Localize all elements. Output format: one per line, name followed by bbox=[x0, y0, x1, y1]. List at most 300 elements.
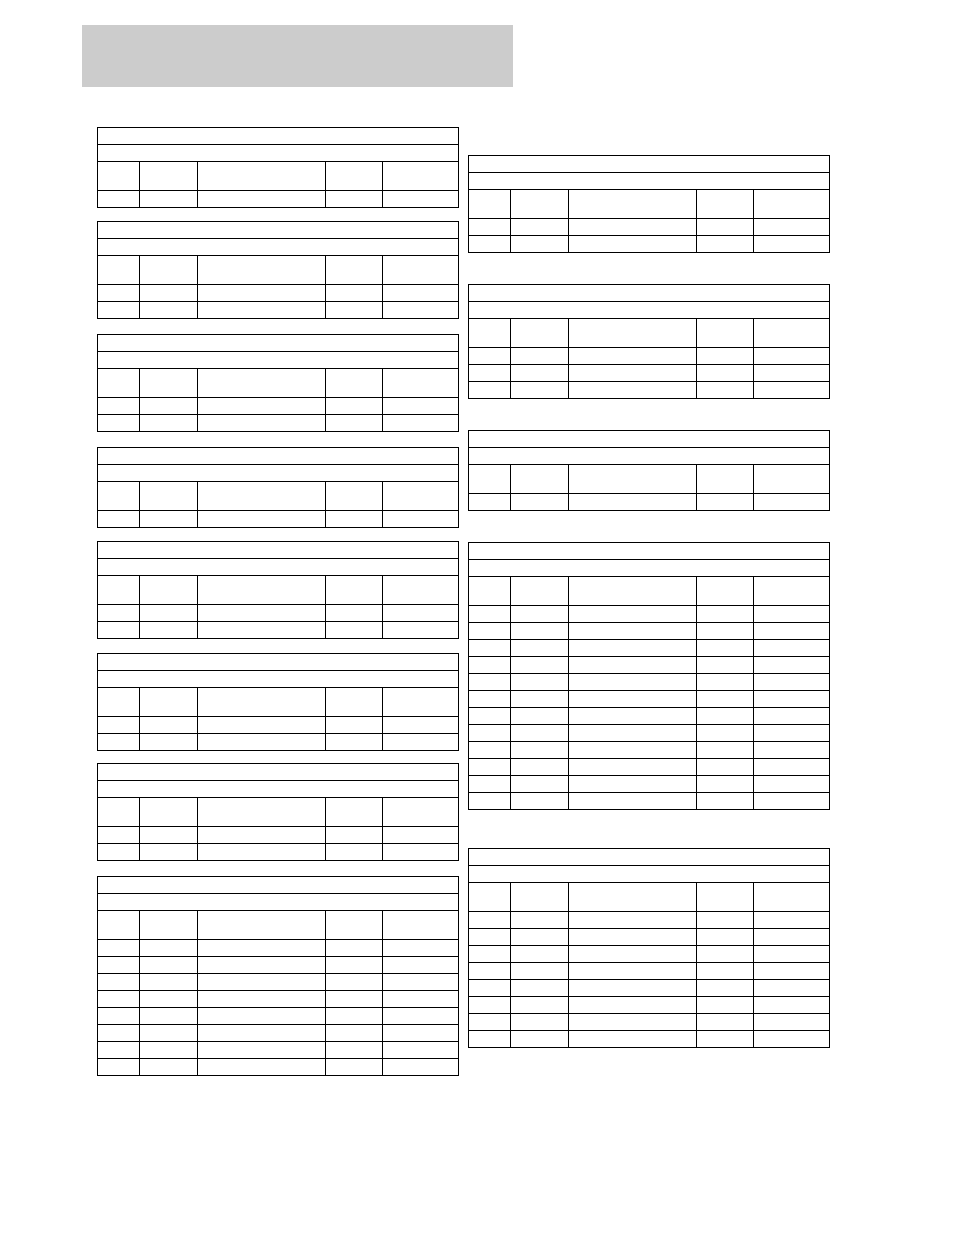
table-cell bbox=[139, 1042, 198, 1059]
column-header bbox=[469, 190, 511, 219]
table-title-row bbox=[98, 222, 459, 239]
table-title-row bbox=[469, 543, 830, 560]
table-cell bbox=[469, 674, 511, 691]
table-cell bbox=[325, 511, 382, 528]
column-header bbox=[139, 576, 198, 605]
table-title-row bbox=[469, 849, 830, 866]
column-header bbox=[382, 369, 458, 398]
table-cell bbox=[198, 1059, 325, 1076]
table-cell bbox=[98, 1059, 140, 1076]
column-header bbox=[382, 162, 458, 191]
table-row bbox=[98, 734, 459, 751]
column-header bbox=[469, 883, 511, 912]
table-subtitle bbox=[469, 302, 830, 319]
column-header bbox=[510, 319, 569, 348]
table-cell bbox=[753, 929, 829, 946]
table-cell bbox=[325, 605, 382, 622]
column-header bbox=[382, 482, 458, 511]
table-cell bbox=[696, 606, 753, 623]
table-cell bbox=[696, 691, 753, 708]
column-header bbox=[98, 911, 140, 940]
table-cell bbox=[569, 674, 696, 691]
table-cell bbox=[569, 725, 696, 742]
table-cell bbox=[696, 1014, 753, 1031]
table-cell bbox=[696, 929, 753, 946]
table-row bbox=[469, 980, 830, 997]
table-subtitle bbox=[469, 448, 830, 465]
table-cell bbox=[198, 974, 325, 991]
table-cell bbox=[510, 776, 569, 793]
table-title bbox=[469, 431, 830, 448]
table-cell bbox=[382, 415, 458, 432]
table-row bbox=[469, 793, 830, 810]
table-cell bbox=[382, 827, 458, 844]
table-cell bbox=[569, 997, 696, 1014]
table-cell bbox=[469, 912, 511, 929]
table-cell bbox=[469, 606, 511, 623]
table-cell bbox=[325, 285, 382, 302]
table-subtitle-row bbox=[469, 173, 830, 190]
table-cell bbox=[469, 980, 511, 997]
table-row bbox=[469, 742, 830, 759]
column-header bbox=[753, 319, 829, 348]
table-cell bbox=[469, 742, 511, 759]
column-header bbox=[510, 190, 569, 219]
column-header bbox=[198, 911, 325, 940]
table-cell bbox=[753, 640, 829, 657]
table-cell bbox=[510, 674, 569, 691]
table-cell bbox=[98, 191, 140, 208]
table-title bbox=[98, 128, 459, 145]
table-cell bbox=[382, 974, 458, 991]
column-header bbox=[469, 577, 511, 606]
table-cell bbox=[98, 398, 140, 415]
table-subtitle bbox=[98, 781, 459, 798]
table-cell bbox=[139, 844, 198, 861]
column-header bbox=[325, 369, 382, 398]
column-header bbox=[98, 256, 140, 285]
table-cell bbox=[753, 759, 829, 776]
column-header bbox=[696, 190, 753, 219]
table-cell bbox=[469, 946, 511, 963]
table-row bbox=[98, 191, 459, 208]
table-cell bbox=[139, 1025, 198, 1042]
table-row bbox=[469, 929, 830, 946]
table-cell bbox=[510, 640, 569, 657]
table-cell bbox=[753, 963, 829, 980]
table-cell bbox=[510, 1031, 569, 1048]
column-header bbox=[198, 576, 325, 605]
table-cell bbox=[569, 640, 696, 657]
table-cell bbox=[382, 844, 458, 861]
column-header bbox=[569, 319, 696, 348]
table-cell bbox=[139, 285, 198, 302]
column-header bbox=[469, 319, 511, 348]
table-cell bbox=[696, 348, 753, 365]
table-cell bbox=[510, 1014, 569, 1031]
table-cell bbox=[696, 365, 753, 382]
table-subtitle bbox=[469, 866, 830, 883]
table-cell bbox=[198, 511, 325, 528]
table-cell bbox=[696, 657, 753, 674]
table-cell bbox=[753, 793, 829, 810]
table-cell bbox=[569, 980, 696, 997]
table-title bbox=[469, 156, 830, 173]
table-row bbox=[469, 776, 830, 793]
column-header bbox=[569, 883, 696, 912]
data-table bbox=[97, 447, 459, 528]
table-title bbox=[469, 285, 830, 302]
column-header bbox=[325, 576, 382, 605]
column-header bbox=[382, 688, 458, 717]
table-cell bbox=[325, 957, 382, 974]
table-cell bbox=[198, 605, 325, 622]
table-cell bbox=[382, 398, 458, 415]
table-cell bbox=[382, 285, 458, 302]
table-cell bbox=[569, 348, 696, 365]
table-row bbox=[469, 759, 830, 776]
data-table bbox=[97, 221, 459, 319]
table-cell bbox=[569, 657, 696, 674]
column-header bbox=[569, 465, 696, 494]
table-cell bbox=[569, 912, 696, 929]
table-subtitle-row bbox=[98, 465, 459, 482]
table-cell bbox=[510, 963, 569, 980]
column-header bbox=[469, 465, 511, 494]
column-header bbox=[569, 577, 696, 606]
column-header bbox=[753, 883, 829, 912]
table-row bbox=[469, 674, 830, 691]
table-cell bbox=[510, 382, 569, 399]
table-row bbox=[469, 640, 830, 657]
table-cell bbox=[382, 1059, 458, 1076]
table-cell bbox=[569, 365, 696, 382]
table-cell bbox=[510, 236, 569, 253]
table-cell bbox=[469, 623, 511, 640]
table-cell bbox=[510, 742, 569, 759]
column-header bbox=[98, 688, 140, 717]
table-cell bbox=[569, 1014, 696, 1031]
table-subtitle-row bbox=[469, 866, 830, 883]
table-cell bbox=[569, 708, 696, 725]
table-subtitle bbox=[469, 560, 830, 577]
table-title-row bbox=[469, 285, 830, 302]
table-cell bbox=[510, 946, 569, 963]
table-cell bbox=[139, 511, 198, 528]
table-header-row bbox=[469, 190, 830, 219]
table-cell bbox=[382, 622, 458, 639]
table-title bbox=[469, 849, 830, 866]
table-cell bbox=[569, 793, 696, 810]
table-subtitle bbox=[98, 145, 459, 162]
column-header bbox=[325, 256, 382, 285]
table-cell bbox=[569, 623, 696, 640]
table-cell bbox=[325, 940, 382, 957]
table-cell bbox=[696, 963, 753, 980]
table-title-row bbox=[98, 448, 459, 465]
table-cell bbox=[469, 494, 511, 511]
table-header-row bbox=[469, 577, 830, 606]
table-row bbox=[469, 997, 830, 1014]
table-cell bbox=[753, 946, 829, 963]
table-row bbox=[469, 236, 830, 253]
table-row bbox=[469, 623, 830, 640]
table-cell bbox=[198, 717, 325, 734]
column-header bbox=[139, 688, 198, 717]
table-title-row bbox=[98, 764, 459, 781]
table-row bbox=[469, 946, 830, 963]
table-title-row bbox=[98, 654, 459, 671]
table-cell bbox=[139, 398, 198, 415]
table-cell bbox=[510, 657, 569, 674]
table-cell bbox=[753, 691, 829, 708]
table-cell bbox=[510, 759, 569, 776]
table-cell bbox=[325, 302, 382, 319]
column-header bbox=[98, 576, 140, 605]
table-cell bbox=[696, 708, 753, 725]
table-cell bbox=[139, 622, 198, 639]
table-cell bbox=[198, 191, 325, 208]
table-row bbox=[98, 415, 459, 432]
table-cell bbox=[98, 1042, 140, 1059]
table-cell bbox=[569, 776, 696, 793]
table-title-row bbox=[469, 156, 830, 173]
column-header bbox=[98, 369, 140, 398]
table-cell bbox=[696, 776, 753, 793]
table-row bbox=[98, 1008, 459, 1025]
table-cell bbox=[753, 606, 829, 623]
table-cell bbox=[469, 759, 511, 776]
table-cell bbox=[325, 827, 382, 844]
table-cell bbox=[382, 734, 458, 751]
table-title-row bbox=[98, 335, 459, 352]
table-row bbox=[469, 912, 830, 929]
column-header bbox=[510, 577, 569, 606]
table-cell bbox=[696, 793, 753, 810]
column-header bbox=[753, 577, 829, 606]
table-cell bbox=[469, 1031, 511, 1048]
table-cell bbox=[469, 776, 511, 793]
table-cell bbox=[382, 511, 458, 528]
table-row bbox=[98, 622, 459, 639]
table-cell bbox=[753, 912, 829, 929]
data-table bbox=[468, 284, 830, 399]
table-row bbox=[98, 827, 459, 844]
table-cell bbox=[382, 1025, 458, 1042]
table-cell bbox=[98, 605, 140, 622]
column-header bbox=[696, 577, 753, 606]
table-cell bbox=[753, 1014, 829, 1031]
table-cell bbox=[139, 191, 198, 208]
table-cell bbox=[382, 302, 458, 319]
table-subtitle-row bbox=[469, 560, 830, 577]
data-table bbox=[468, 430, 830, 511]
table-cell bbox=[569, 691, 696, 708]
table-cell bbox=[696, 382, 753, 399]
table-cell bbox=[325, 398, 382, 415]
column-header bbox=[696, 465, 753, 494]
table-cell bbox=[753, 365, 829, 382]
table-cell bbox=[696, 742, 753, 759]
table-subtitle-row bbox=[469, 302, 830, 319]
table-title-row bbox=[469, 431, 830, 448]
table-cell bbox=[325, 734, 382, 751]
table-cell bbox=[139, 415, 198, 432]
table-cell bbox=[325, 1042, 382, 1059]
table-cell bbox=[382, 1042, 458, 1059]
table-title bbox=[98, 448, 459, 465]
table-cell bbox=[510, 725, 569, 742]
column-header bbox=[139, 482, 198, 511]
table-cell bbox=[569, 382, 696, 399]
table-cell bbox=[569, 236, 696, 253]
table-row bbox=[469, 382, 830, 399]
table-cell bbox=[325, 717, 382, 734]
table-cell bbox=[382, 957, 458, 974]
table-subtitle-row bbox=[98, 671, 459, 688]
table-row bbox=[469, 365, 830, 382]
column-header bbox=[98, 482, 140, 511]
column-header bbox=[139, 798, 198, 827]
table-cell bbox=[198, 957, 325, 974]
table-cell bbox=[696, 1031, 753, 1048]
table-cell bbox=[469, 365, 511, 382]
table-cell bbox=[569, 219, 696, 236]
table-cell bbox=[198, 398, 325, 415]
column-header bbox=[696, 883, 753, 912]
table-cell bbox=[469, 691, 511, 708]
table-subtitle-row bbox=[98, 894, 459, 911]
table-cell bbox=[98, 302, 140, 319]
table-cell bbox=[325, 415, 382, 432]
table-cell bbox=[469, 725, 511, 742]
table-subtitle bbox=[98, 559, 459, 576]
table-header-row bbox=[469, 319, 830, 348]
table-cell bbox=[325, 1025, 382, 1042]
table-header-row bbox=[98, 256, 459, 285]
table-row bbox=[98, 302, 459, 319]
table-cell bbox=[98, 285, 140, 302]
column-header bbox=[198, 688, 325, 717]
table-cell bbox=[569, 946, 696, 963]
table-cell bbox=[569, 759, 696, 776]
table-row bbox=[469, 657, 830, 674]
column-header bbox=[198, 162, 325, 191]
table-row bbox=[98, 1059, 459, 1076]
table-cell bbox=[696, 997, 753, 1014]
column-header bbox=[139, 162, 198, 191]
table-cell bbox=[510, 494, 569, 511]
table-cell bbox=[325, 1008, 382, 1025]
table-cell bbox=[510, 997, 569, 1014]
table-title bbox=[98, 542, 459, 559]
table-cell bbox=[469, 793, 511, 810]
column-header bbox=[139, 911, 198, 940]
table-cell bbox=[139, 1059, 198, 1076]
table-cell bbox=[98, 844, 140, 861]
table-subtitle-row bbox=[469, 448, 830, 465]
table-cell bbox=[139, 827, 198, 844]
table-cell bbox=[469, 997, 511, 1014]
table-cell bbox=[569, 742, 696, 759]
table-cell bbox=[696, 946, 753, 963]
table-cell bbox=[198, 622, 325, 639]
table-cell bbox=[198, 1025, 325, 1042]
table-cell bbox=[696, 674, 753, 691]
column-header bbox=[753, 465, 829, 494]
table-cell bbox=[325, 1059, 382, 1076]
table-cell bbox=[325, 844, 382, 861]
table-row bbox=[469, 348, 830, 365]
table-cell bbox=[510, 793, 569, 810]
table-cell bbox=[753, 776, 829, 793]
table-cell bbox=[753, 997, 829, 1014]
table-cell bbox=[139, 717, 198, 734]
column-header bbox=[325, 162, 382, 191]
table-cell bbox=[510, 708, 569, 725]
table-cell bbox=[469, 929, 511, 946]
data-table bbox=[97, 653, 459, 751]
column-header bbox=[198, 256, 325, 285]
table-title bbox=[98, 335, 459, 352]
table-cell bbox=[382, 191, 458, 208]
data-table bbox=[468, 848, 830, 1048]
data-table bbox=[468, 542, 830, 810]
table-cell bbox=[510, 606, 569, 623]
table-subtitle-row bbox=[98, 559, 459, 576]
table-subtitle-row bbox=[98, 352, 459, 369]
table-subtitle bbox=[98, 894, 459, 911]
table-cell bbox=[569, 963, 696, 980]
table-cell bbox=[753, 725, 829, 742]
table-cell bbox=[382, 940, 458, 957]
table-cell bbox=[469, 382, 511, 399]
table-cell bbox=[510, 980, 569, 997]
table-row bbox=[98, 285, 459, 302]
table-header-row bbox=[469, 465, 830, 494]
table-cell bbox=[98, 1008, 140, 1025]
table-row bbox=[98, 991, 459, 1008]
table-row bbox=[98, 974, 459, 991]
table-row bbox=[98, 1042, 459, 1059]
table-cell bbox=[98, 991, 140, 1008]
table-cell bbox=[325, 622, 382, 639]
column-header bbox=[382, 256, 458, 285]
table-title-row bbox=[98, 128, 459, 145]
table-cell bbox=[198, 1042, 325, 1059]
table-cell bbox=[139, 605, 198, 622]
table-header-row bbox=[98, 911, 459, 940]
table-cell bbox=[139, 734, 198, 751]
table-cell bbox=[696, 725, 753, 742]
column-header bbox=[382, 576, 458, 605]
table-row bbox=[98, 717, 459, 734]
table-cell bbox=[696, 980, 753, 997]
table-cell bbox=[753, 494, 829, 511]
data-table bbox=[97, 334, 459, 432]
column-header bbox=[98, 798, 140, 827]
table-row bbox=[469, 1031, 830, 1048]
table-row bbox=[469, 219, 830, 236]
table-header-row bbox=[98, 369, 459, 398]
table-cell bbox=[753, 708, 829, 725]
table-cell bbox=[98, 827, 140, 844]
table-row bbox=[469, 1014, 830, 1031]
table-row bbox=[469, 725, 830, 742]
table-cell bbox=[139, 1008, 198, 1025]
column-header bbox=[139, 369, 198, 398]
table-cell bbox=[98, 511, 140, 528]
